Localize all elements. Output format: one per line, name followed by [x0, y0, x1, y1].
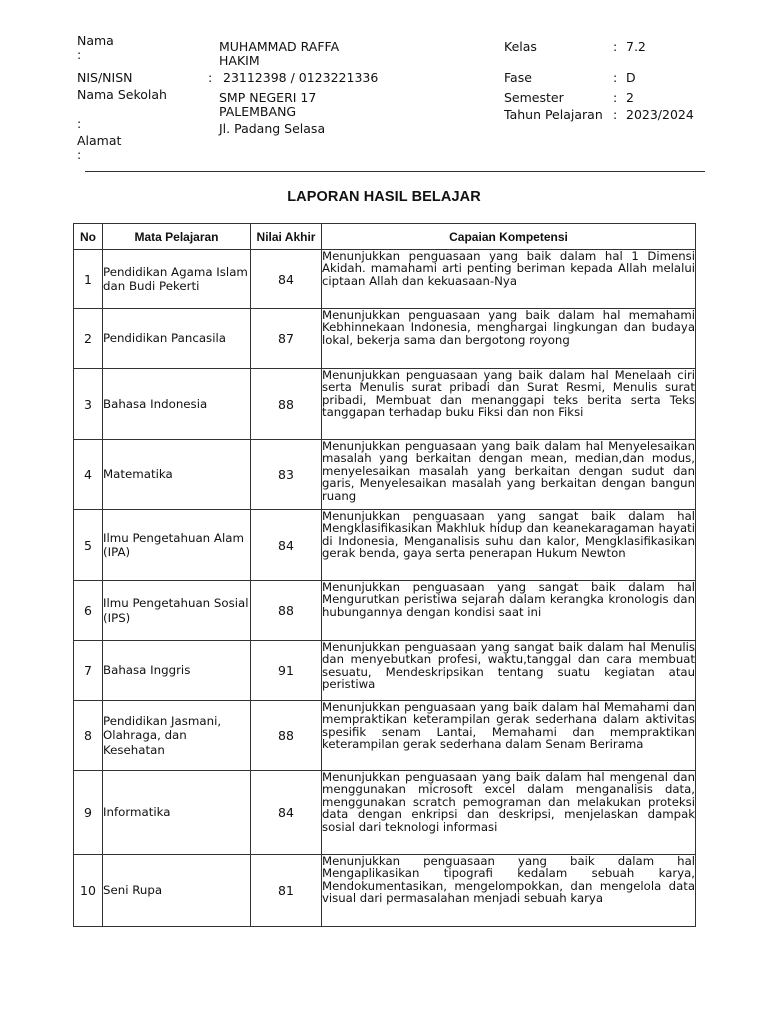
class-label: Kelas: [504, 39, 537, 54]
phase-colon: :: [613, 70, 618, 85]
table-header-row: [74, 224, 696, 250]
nis-colon: :: [208, 70, 213, 85]
row-competency: Menunjukkan penguasaan yang sangat baik dalam hal Mengklasifikasikan Makhluk hidup dan keanekaragaman hayati di Indonesia, Menganalisis suhu dan kalor, Mengklasifikasikan gerak benda, gaya serta penerapan Hukum Newton: [322, 510, 696, 581]
school-value-line2: PALEMBANG: [219, 104, 297, 119]
table-row: [74, 440, 696, 510]
row-no: 8: [74, 701, 103, 771]
header-divider: [85, 171, 705, 172]
semester-label: Semester: [504, 90, 564, 105]
row-score: 84: [251, 250, 322, 309]
grades-table: [73, 223, 696, 927]
header-score: Nilai Akhir: [251, 224, 322, 250]
header-subject: Mata Pelajaran: [103, 224, 251, 250]
row-competency: Menunjukkan penguasaan yang baik dalam hal memahami Kebhinnekaan Indonesia, menghargai lingkungan dan budaya lokal, bekerja sama dan bergotong royong: [322, 309, 696, 369]
header-competency: Capaian Kompetensi: [322, 224, 696, 250]
row-no: 7: [74, 641, 103, 701]
row-no: 5: [74, 510, 103, 581]
row-subject: Bahasa Inggris: [103, 641, 251, 701]
table-row: [74, 309, 696, 369]
row-subject: Pendidikan Jasmani, Olahraga, dan Kesehatan: [103, 701, 251, 771]
name-colon: :: [77, 47, 82, 62]
row-score: 87: [251, 309, 322, 369]
row-score: 88: [251, 369, 322, 440]
row-no: 2: [74, 309, 103, 369]
row-competency: Menunjukkan penguasaan yang baik dalam hal Menyelesaikan masalah yang berkaitan dengan mean, median,dan modus, menyelesaikan masalah yang berkaitan dengan sudut dan garis, Menyelesaikan masalah yang berkaitan dengan bangun ruang: [322, 440, 696, 510]
class-value: 7.2: [626, 39, 646, 54]
header-no: No: [74, 224, 103, 250]
table-row: [74, 641, 696, 701]
row-score: 83: [251, 440, 322, 510]
school-value-line1: SMP NEGERI 17: [219, 90, 317, 105]
semester-value: 2: [626, 90, 634, 105]
row-no: 9: [74, 771, 103, 855]
row-score: 81: [251, 855, 322, 927]
row-score: 88: [251, 581, 322, 641]
school-label: Nama Sekolah: [77, 87, 167, 102]
row-no: 6: [74, 581, 103, 641]
semester-colon: :: [613, 90, 618, 105]
row-subject: Bahasa Indonesia: [103, 369, 251, 440]
row-score: 84: [251, 510, 322, 581]
row-subject: Pendidikan Pancasila: [103, 309, 251, 369]
row-subject: Informatika: [103, 771, 251, 855]
year-colon: :: [613, 107, 618, 122]
row-competency: Menunjukkan penguasaan yang sangat baik dalam hal Mengurutkan peristiwa sejarah dalam kerangka kronologis dan hubungannya dengan kondisi saat ini: [322, 581, 696, 641]
address-value: Jl. Padang Selasa: [219, 121, 326, 136]
row-score: 84: [251, 771, 322, 855]
address-label: Alamat: [77, 133, 122, 148]
report-title: LAPORAN HASIL BELAJAR: [287, 189, 481, 205]
nis-label: NIS/NISN: [77, 70, 133, 85]
row-score: 88: [251, 701, 322, 771]
table-row: [74, 581, 696, 641]
row-subject: Pendidikan Agama Islam dan Budi Pekerti: [103, 250, 251, 309]
nis-value: 23112398 / 0123221336: [223, 70, 379, 85]
phase-value: D: [626, 70, 636, 85]
class-colon: :: [613, 39, 618, 54]
table-row: [74, 855, 696, 927]
table-row: [74, 701, 696, 771]
table-row: [74, 369, 696, 440]
school-colon: :: [77, 116, 82, 131]
row-no: 3: [74, 369, 103, 440]
table-row: [74, 771, 696, 855]
row-no: 1: [74, 250, 103, 309]
row-competency: Menunjukkan penguasaan yang baik dalam hal Memahami dan mempraktikan keterampilan gerak sederhana dalam aktivitas spesifik senam Lantai, Memahami dan mempraktikan keterampilan gerak sederhana dalam Senam Berirama: [322, 701, 696, 771]
row-competency: Menunjukkan penguasaan yang baik dalam hal Mengaplikasikan tipografi kedalam sebuah karya, Mendokumentasikan, mengelompokkan, dan mengelola data visual dari permasalahan menjadi sebuah karya: [322, 855, 696, 927]
row-score: 91: [251, 641, 322, 701]
row-competency: Menunjukkan penguasaan yang sangat baik dalam hal Menulis dan menyebutkan profesi, waktu,tanggal dan cara membuat sesuatu, Mendeskripsikan tentang suatu kegiatan atau peristiwa: [322, 641, 696, 701]
name-label: Nama: [77, 33, 114, 48]
row-subject: Ilmu Pengetahuan Sosial (IPS): [103, 581, 251, 641]
row-subject: Ilmu Pengetahuan Alam (IPA): [103, 510, 251, 581]
name-value-line1: MUHAMMAD RAFFA: [219, 39, 340, 54]
row-competency: Menunjukkan penguasaan yang baik dalam hal Menelaah ciri serta Menulis surat pribadi dan Surat Resmi, Menulis surat pribadi, Membuat dan menanggapi teks berita serta Teks tanggapan terhadap buku Fiksi dan non Fiksi: [322, 369, 696, 440]
table-row: [74, 510, 696, 581]
row-subject: Seni Rupa: [103, 855, 251, 927]
row-no: 10: [74, 855, 103, 927]
row-competency: Menunjukkan penguasaan yang baik dalam hal 1 Dimensi Akidah. mamahami arti penting beriman kepada Allah melalui ciptaan Allah dan kekuasaan-Nya: [322, 250, 696, 309]
row-no: 4: [74, 440, 103, 510]
year-label: Tahun Pelajaran: [504, 107, 603, 122]
row-subject: Matematika: [103, 440, 251, 510]
year-value: 2023/2024: [626, 107, 694, 122]
phase-label: Fase: [504, 70, 532, 85]
table-row: [74, 250, 696, 309]
address-colon: :: [77, 147, 82, 162]
row-competency: Menunjukkan penguasaan yang baik dalam hal mengenal dan menggunakan microsoft excel dalam menganalisis data, menggunakan scratch pemograman dan melakukan proteksi data dengan enkripsi dan deskripsi, menjelaskan dampak sosial dari teknologi informasi: [322, 771, 696, 855]
name-value-line2: HAKIM: [219, 53, 260, 68]
